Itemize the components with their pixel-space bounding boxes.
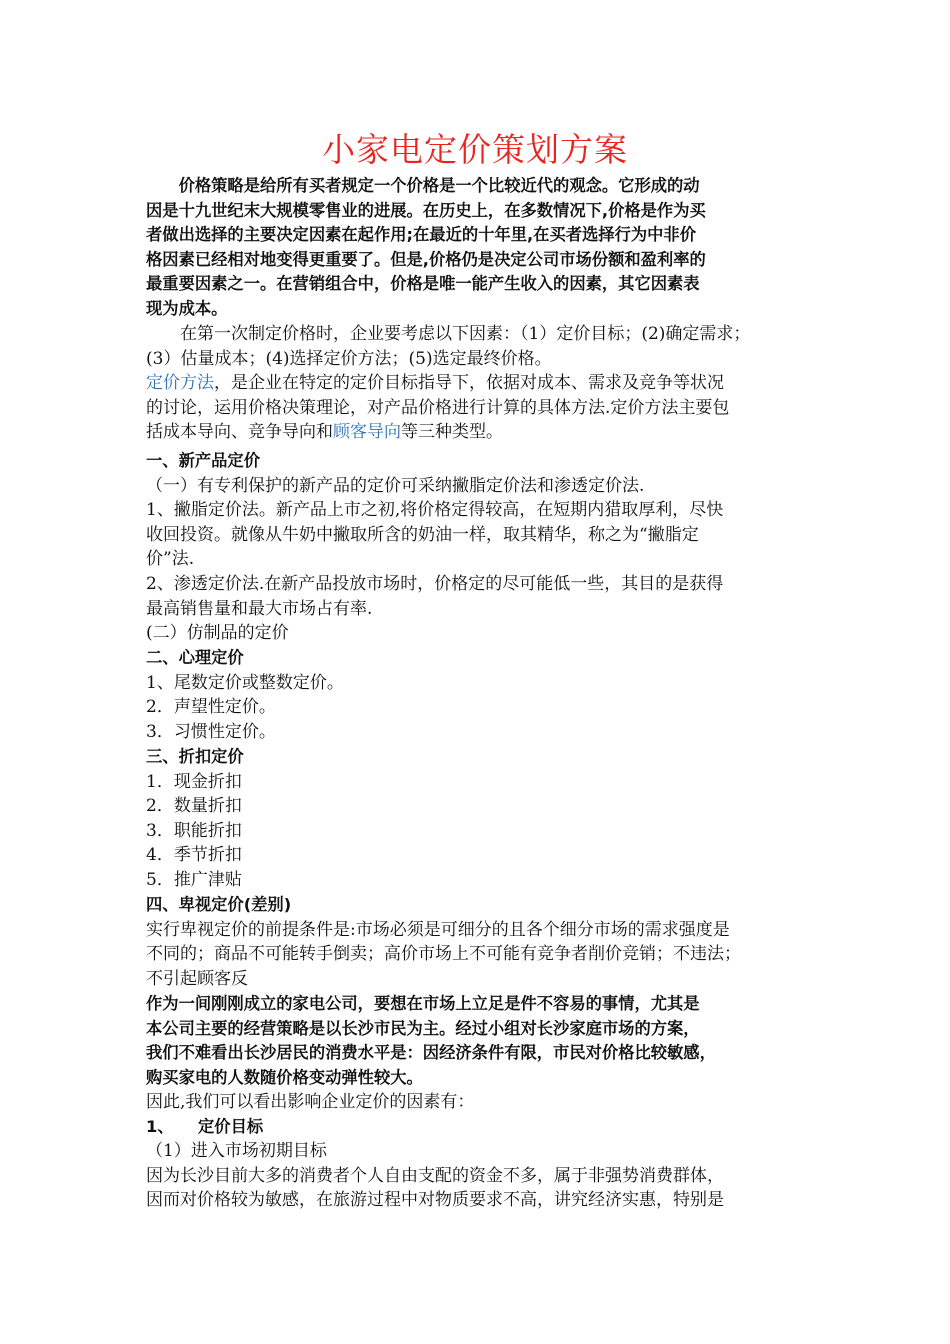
section-heading: 1、 定价目标	[146, 1116, 264, 1136]
section-line: 1、撇脂定价法。新产品上市之初,将价格定得较高，在短期内猎取厚利，尽快	[146, 500, 724, 521]
section-line: 收回投资。就像从牛奶中撇取所含的奶油一样，取其精华，称之为“撇脂定	[146, 524, 699, 545]
section-line: 2、渗透定价法.在新产品投放市场时，价格定的尽可能低一些，其目的是获得	[146, 573, 724, 594]
section-line: 1、尾数定价或整数定价。	[146, 672, 344, 693]
intro-line: 现为成本。	[146, 298, 228, 318]
conclusion-line: 因此,我们可以看出影响企业定价的因素有：	[146, 1092, 475, 1112]
method-line-text: 括成本导向、竞争导向和	[146, 422, 333, 443]
section-line: 4．季节折扣	[146, 845, 242, 866]
section-heading: 四、卑视定价(差别)	[146, 895, 292, 914]
section-line: （一）有专利保护的新产品的定价可采纳撇脂定价法和渗透定价法.	[146, 475, 645, 496]
section-line: 2．数量折扣	[146, 796, 242, 817]
section-line: 1．现金折扣	[146, 771, 242, 792]
method-paragraph	[146, 371, 814, 445]
pricing-method-link[interactable]: 定价方法	[146, 373, 214, 393]
method-line	[146, 420, 814, 445]
section-line: 不引起顾客反	[146, 968, 248, 989]
section-discount	[146, 745, 814, 893]
section-new-product	[146, 449, 814, 646]
customer-orientation-link[interactable]: 顾客导向	[333, 422, 401, 443]
intro-line: 因是十九世纪末大规模零售业的进展。在历史上，在多数情况下,价格是作为买	[146, 200, 706, 220]
section-line: 2．声望性定价。	[146, 697, 276, 718]
section-line: 3．习惯性定价。	[146, 721, 276, 742]
section-line: （1）进入市场初期目标	[146, 1141, 327, 1162]
section-heading: 二、心理定价	[146, 648, 244, 667]
company-line: 购买家电的人数随价格变动弹性较大。	[146, 1067, 423, 1087]
section-line: (二）仿制品的定价	[146, 623, 289, 644]
section-heading: 三、折扣定价	[146, 747, 244, 766]
factors-line: (3）估量成本；(4)选择定价方法；(5)选定最终价格。	[146, 348, 552, 369]
section-psychological	[146, 646, 814, 744]
section-line: 不同的；商品不可能转手倒卖；高价市场上不可能有竞争者削价竞销；不违法；	[146, 944, 741, 965]
section-heading: 一、新产品定价	[146, 451, 260, 470]
method-line-text: ，是企业在特定的定价目标指导下，依据对成本、需求及竞争等状况	[214, 373, 724, 393]
intro-line: 价格策略是给所有买者规定一个价格是一个比较近代的观念。它形成的动	[146, 176, 700, 195]
factors-line: 在第一次制定价格时，企业要考虑以下因素：（1）定价目标；(2)确定需求；	[146, 324, 751, 344]
document-title: 小家电定价策划方案	[322, 130, 628, 169]
section-line: 因为长沙目前大多的消费者个人自由支配的资金不多，属于非强势消费群体，	[146, 1165, 724, 1186]
factors-paragraph	[146, 322, 814, 371]
method-line	[146, 371, 814, 396]
section-discriminatory	[146, 893, 814, 991]
section-line: 3．职能折扣	[146, 820, 242, 841]
intro-paragraph	[146, 174, 814, 322]
intro-line: 者做出选择的主要决定因素在起作用;在最近的十年里,在买者选择行为中非价	[146, 225, 696, 245]
section-line: 因而对价格较为敏感，在旅游过程中对物质要求不高，讲究经济实惠，特别是	[146, 1190, 724, 1211]
company-paragraph	[146, 992, 814, 1090]
section-line: 最高销售量和最大市场占有率.	[146, 598, 373, 619]
company-line: 作为一间刚刚成立的家电公司，要想在市场上立足是件不容易的事情，尤其是	[146, 994, 700, 1013]
section-line: 5．推广津贴	[146, 869, 242, 890]
target-section	[146, 1090, 814, 1213]
company-line: 我们不难看出长沙居民的消费水平是：因经济条件有限，市民对价格比较敏感，	[146, 1043, 716, 1063]
company-line: 本公司主要的经营策略是以长沙市民为主。经过小组对长沙家庭市场的方案，	[146, 1018, 700, 1038]
section-line: 价”法.	[146, 549, 195, 570]
intro-line: 最重要因素之一。在营销组合中，价格是唯一能产生收入的因素，其它因素表	[146, 274, 700, 294]
method-line: 的讨论，运用价格决策理论，对产品价格进行计算的具体方法.定价方法主要包	[146, 397, 730, 418]
intro-line: 格因素已经相对地变得更重要了。但是,价格仍是决定公司市场份额和盈利率的	[146, 249, 706, 269]
method-line-text: 等三种类型。	[401, 422, 503, 443]
section-line: 实行卑视定价的前提条件是:市场必须是可细分的且各个细分市场的需求强度是	[146, 919, 730, 940]
